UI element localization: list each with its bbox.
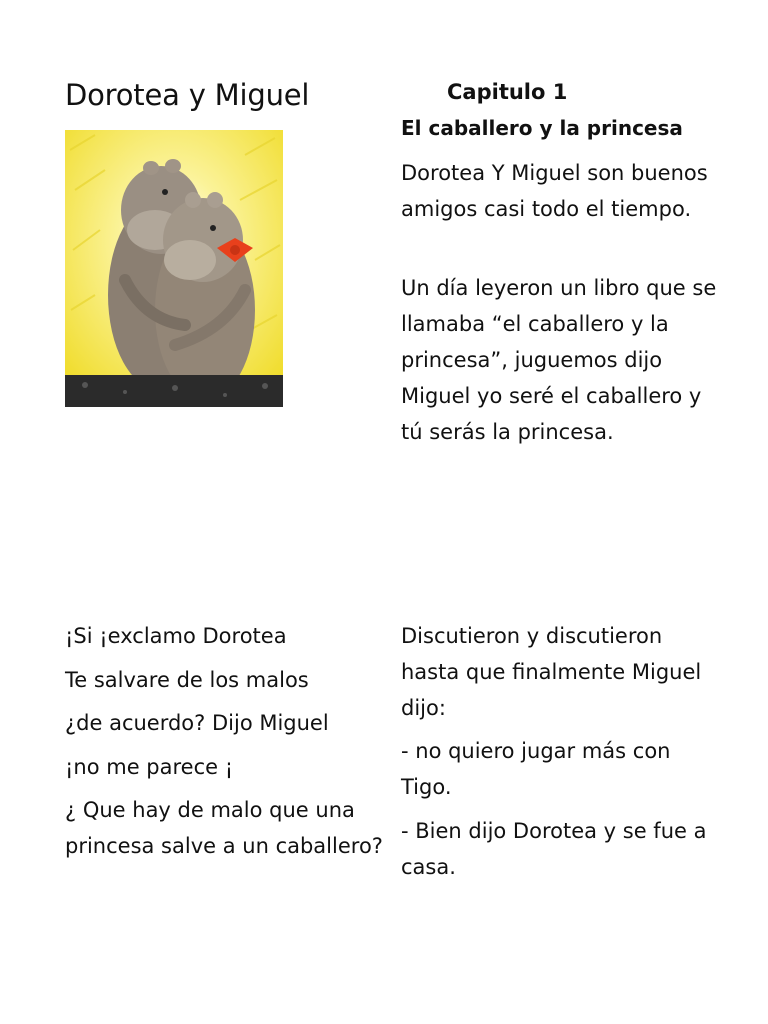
line-exclamation: ¡Si ¡exclamo Dorotea [65,624,287,648]
line-disagree: ¡no me parece ¡ [65,755,234,779]
line-agree: ¿de acuerdo? Dijo Miguel [65,711,329,735]
line-question: ¿ Que hay de malo que una princesa salve a un caballero? [65,798,383,858]
paragraph-intro: Dorotea Y Miguel son buenos amigos casi todo el tiempo. [401,161,708,221]
story-title: Dorotea y Miguel [65,78,310,112]
chapter-number: Capitulo 1 [447,80,568,104]
line-save: Te salvare de los malos [65,668,309,692]
paragraph-miguel-quits: - no quiero jugar más con Tigo. [401,739,671,799]
two-hippos-hugging-illustration [65,130,283,407]
paragraph-dorotea-leaves: - Bien dijo Dorotea y se fue a casa. [401,819,707,879]
paragraph-argue: Discutieron y discutieron hasta que finalmente Miguel dijo: [401,624,702,720]
paragraph-book: Un día leyeron un libro que se llamaba “el caballero y la princesa”, juguemos dijo Miguel yo seré el caballero y tú serás la princesa. [401,276,717,444]
chapter-subtitle: El caballero y la princesa [401,116,683,140]
